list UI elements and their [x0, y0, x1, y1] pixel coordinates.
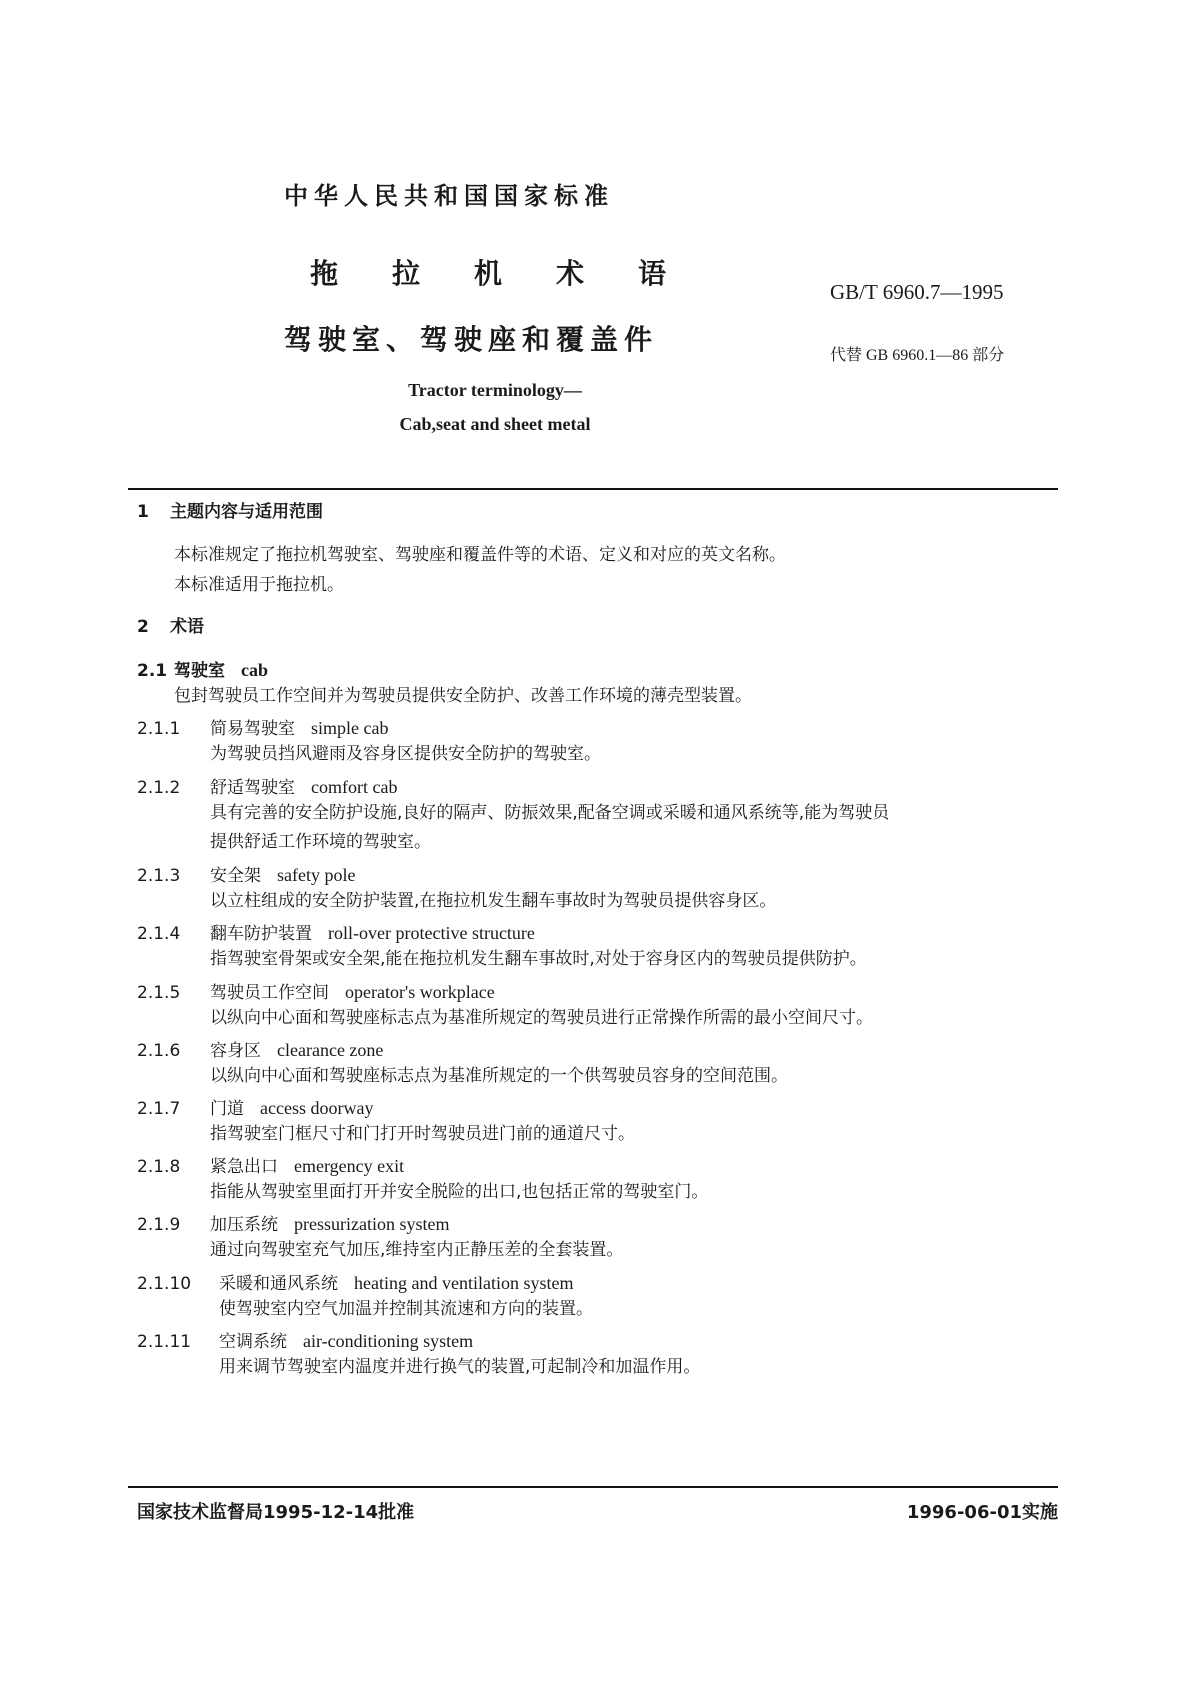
term-2-1-4 [137, 919, 535, 944]
term-2-1-7 [137, 1094, 373, 1119]
term-definition: 以纵向中心面和驾驶座标志点为基准所规定的驾驶员进行正常操作所需的最小空间尺寸。 [210, 1008, 873, 1028]
term-number: 2.1.8 [137, 1157, 181, 1177]
term-chinese: 门道 [210, 1099, 244, 1119]
section-1-heading [137, 497, 323, 522]
standard-code: GB/T 6960.7—1995 [830, 280, 1004, 304]
section-number: 1 [137, 502, 149, 522]
term-definition-continued: 提供舒适工作环境的驾驶室。 [210, 832, 431, 852]
term-2-1 [137, 656, 268, 681]
term-number: 2.1.6 [137, 1041, 181, 1061]
issuing-agency: 中华人民共和国国家标准 [284, 182, 614, 210]
term-chinese: 安全架 [210, 866, 261, 886]
term-english: clearance zone [277, 1040, 384, 1060]
term-2-1-3 [137, 861, 355, 886]
term-english: heating and ventilation system [354, 1273, 574, 1293]
term-chinese: 简易驾驶室 [210, 719, 295, 739]
term-number: 2.1.2 [137, 778, 181, 798]
term-2-1-9 [137, 1210, 449, 1235]
term-definition: 通过向驾驶室充气加压,维持室内正静压差的全套装置。 [210, 1240, 624, 1260]
term-definition: 以立柱组成的安全防护装置,在拖拉机发生翻车事故时为驾驶员提供容身区。 [210, 891, 777, 911]
term-number: 2.1.5 [137, 983, 181, 1003]
term-chinese: 采暖和通风系统 [219, 1274, 338, 1294]
term-english: simple cab [311, 718, 389, 738]
term-english: safety pole [277, 865, 356, 885]
term-definition: 用来调节驾驶室内温度并进行换气的装置,可起制冷和加温作用。 [219, 1357, 701, 1377]
term-number: 2.1.9 [137, 1215, 181, 1235]
term-chinese: 驾驶室 [174, 661, 225, 681]
term-english: emergency exit [294, 1156, 405, 1176]
term-number: 2.1.3 [137, 866, 181, 886]
term-number: 2.1.4 [137, 924, 181, 944]
term-english: comfort cab [311, 777, 398, 797]
term-definition: 指能从驾驶室里面打开并安全脱险的出口,也包括正常的驾驶室门。 [210, 1182, 709, 1202]
term-chinese: 翻车防护装置 [210, 924, 312, 944]
section-title: 术语 [170, 617, 204, 637]
term-chinese: 舒适驾驶室 [210, 778, 295, 798]
term-english: operator's workplace [345, 982, 495, 1002]
term-chinese: 容身区 [210, 1041, 261, 1061]
term-definition: 为驾驶员挡风避雨及容身区提供安全防护的驾驶室。 [210, 744, 601, 764]
section-title: 主题内容与适用范围 [170, 502, 323, 522]
english-title-line-2: Cab,seat and sheet metal [399, 414, 591, 434]
term-number: 2.1 [137, 661, 168, 681]
term-definition: 具有完善的安全防护设施,良好的隔声、防振效果,配备空调或采暖和通风系统等,能为驾驶员 [210, 803, 890, 823]
term-2-1-10 [137, 1269, 573, 1294]
title-line-1: 拖拉机术语 [310, 257, 721, 290]
section-1-paragraph-1: 本标准规定了拖拉机驾驶室、驾驶座和覆盖件等的术语、定义和对应的英文名称。 [174, 545, 786, 565]
term-number: 2.1.10 [137, 1274, 192, 1294]
term-definition: 以纵向中心面和驾驶座标志点为基准所规定的一个供驾驶员容身的空间范围。 [210, 1066, 788, 1086]
term-chinese: 紧急出口 [210, 1157, 278, 1177]
term-definition: 指驾驶室骨架或安全架,能在拖拉机发生翻车事故时,对处于容身区内的驾驶员提供防护。 [210, 949, 867, 969]
term-number: 2.1.11 [137, 1332, 192, 1352]
term-chinese: 空调系统 [219, 1332, 287, 1352]
term-2-1-1 [137, 714, 388, 739]
term-2-1-8 [137, 1152, 404, 1177]
term-2-1-6 [137, 1036, 383, 1061]
section-2-heading [137, 612, 204, 637]
term-english: pressurization system [294, 1214, 450, 1234]
approval-date: 国家技术监督局1995-12-14批准 [137, 1502, 415, 1523]
term-2-1-5 [137, 978, 495, 1003]
term-number: 2.1.1 [137, 719, 181, 739]
footer-divider [128, 1486, 1058, 1488]
term-number: 2.1.7 [137, 1099, 181, 1119]
english-title-line-1: Tractor terminology— [408, 380, 582, 400]
term-chinese: 加压系统 [210, 1215, 278, 1235]
term-chinese: 驾驶员工作空间 [210, 983, 329, 1003]
term-english: cab [241, 660, 268, 680]
term-2-1-11 [137, 1327, 473, 1352]
term-english: roll-over protective structure [328, 923, 535, 943]
term-definition: 指驾驶室门框尺寸和门打开时驾驶员进门前的通道尺寸。 [210, 1124, 635, 1144]
effective-date: 1996-06-01实施 [906, 1502, 1058, 1523]
term-english: air-conditioning system [303, 1331, 474, 1351]
term-definition: 使驾驶室内空气加温并控制其流速和方向的装置。 [219, 1299, 593, 1319]
title-line-2: 驾驶室、驾驶座和覆盖件 [284, 323, 659, 356]
term-definition: 包封驾驶员工作空间并为驾驶员提供安全防护、改善工作环境的薄壳型装置。 [174, 686, 752, 706]
term-2-1-2 [137, 773, 397, 798]
term-english: access doorway [260, 1098, 374, 1118]
replaces-note: 代替 GB 6960.1—86 部分 [830, 347, 1005, 364]
header-divider [128, 488, 1058, 490]
section-1-paragraph-2: 本标准适用于拖拉机。 [174, 575, 344, 595]
section-number: 2 [137, 617, 149, 637]
